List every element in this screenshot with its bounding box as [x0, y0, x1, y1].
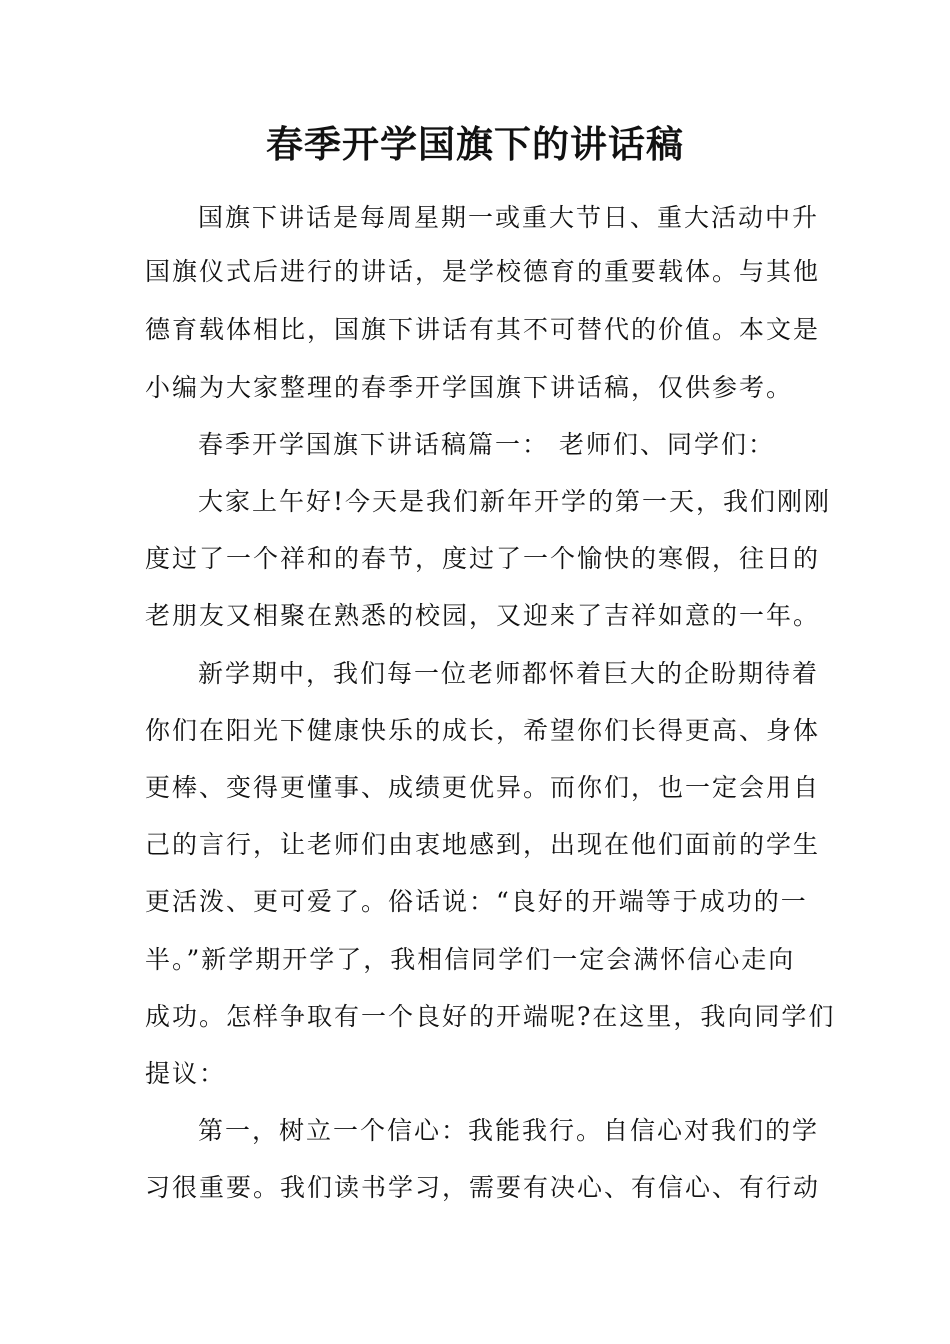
text-line: 新学期中，我们每一位老师都怀着巨大的企盼期待着: [198, 659, 820, 688]
text-line: 国旗仪式后进行的讲话，是学校德育的重要载体。与其他: [145, 257, 821, 286]
text-line: 德育载体相比，国旗下讲话有其不可替代的价值。本文是: [145, 315, 821, 344]
text-line: 更活泼、更可爱了。俗话说：“良好的开端等于成功的一: [145, 887, 808, 916]
text-line: 你们在阳光下健康快乐的成长，希望你们长得更高、身体: [145, 716, 821, 745]
text-line: 第一，树立一个信心：我能我行。自信心对我们的学: [198, 1116, 820, 1145]
text-line: 春季开学国旗下讲话稿篇一： 老师们、同学们：: [198, 430, 775, 459]
text-line: 小编为大家整理的春季开学国旗下讲话稿，仅供参考。: [145, 373, 794, 402]
text-line: 更棒、变得更懂事、成绩更优异。而你们，也一定会用自: [145, 773, 821, 802]
text-line: 度过了一个祥和的春节，度过了一个愉快的寒假，往日的: [145, 544, 821, 573]
text-line: 国旗下讲话是每周星期一或重大节日、重大活动中升: [198, 203, 820, 232]
text-line: 习很重要。我们读书学习，需要有决心、有信心、有行动: [145, 1173, 821, 1202]
text-line: 老朋友又相聚在熟悉的校园，又迎来了吉祥如意的一年。: [145, 601, 821, 630]
document-title: 春季开学国旗下的讲话稿: [266, 122, 684, 166]
text-line: 提议：: [145, 1059, 227, 1088]
text-line: 半。”新学期开学了，我相信同学们一定会满怀信心走向: [145, 945, 796, 974]
text-line: 大家上午好!今天是我们新年开学的第一天，我们刚刚: [198, 487, 832, 516]
text-line: 己的言行，让老师们由衷地感到，出现在他们面前的学生: [145, 830, 821, 859]
text-line: 成功。怎样争取有一个良好的开端呢?在这里，我向同学们: [145, 1002, 836, 1031]
